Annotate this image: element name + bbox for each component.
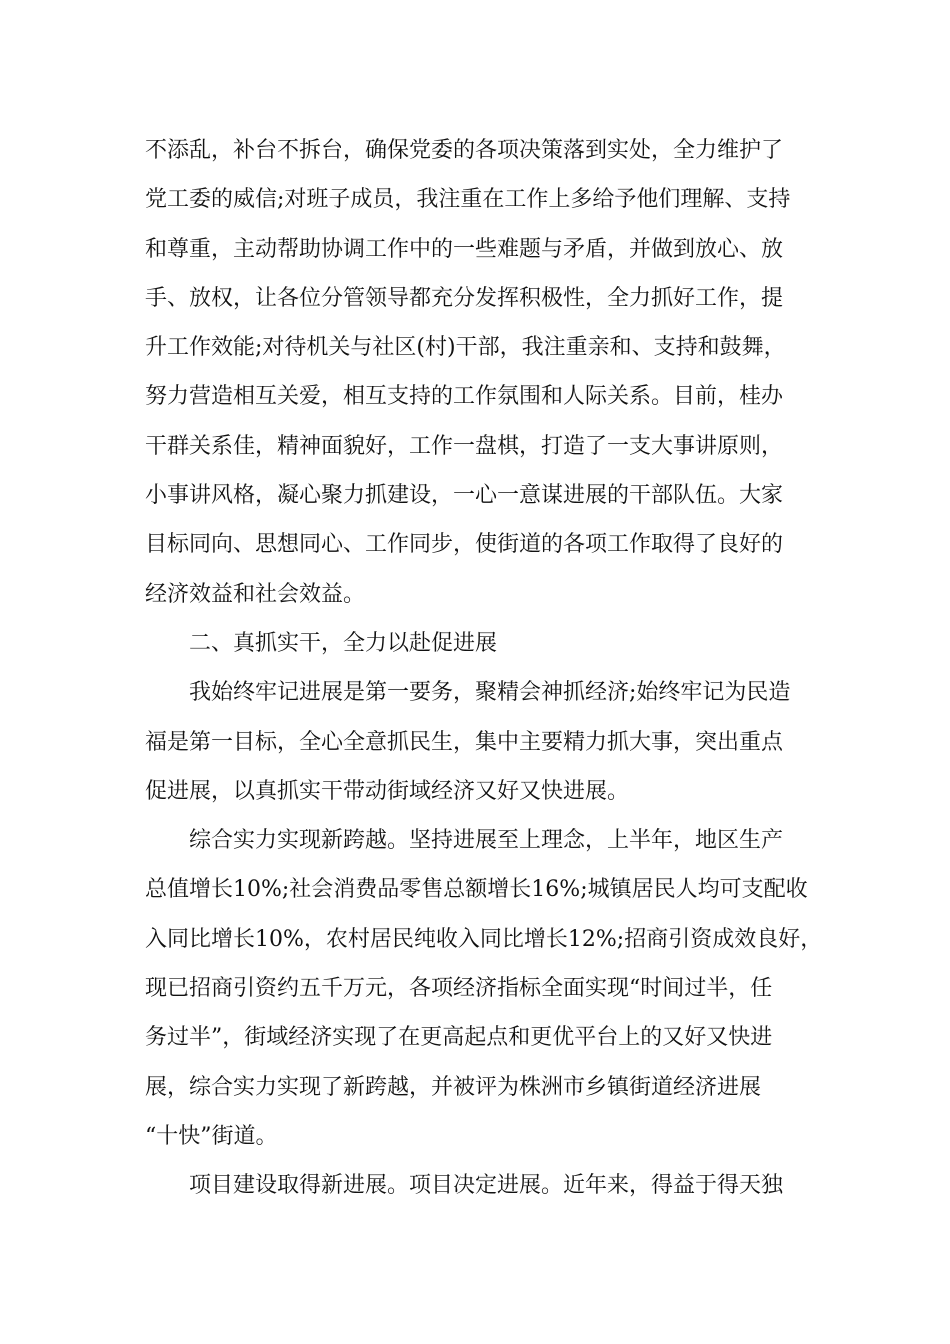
text-line: 党工委的威信;对班子成员，我注重在工作上多给予他们理解、支持 xyxy=(145,187,791,213)
text-line: 目标同向、思想同心、工作同步，使街道的各项工作取得了良好的 xyxy=(145,532,784,558)
text-line: 福是第一目标，全心全意抓民生，集中主要精力抓大事，突出重点 xyxy=(145,729,784,755)
text-line: 不添乱，补台不拆台，确保党委的各项决策落到实处，全力维护了 xyxy=(145,138,784,163)
text-line: 务过半”，街域经济实现了在更高起点和更优平台上的又好又快进 xyxy=(145,1025,773,1051)
text-line: 综合实力实现新跨越。坚持进展至上理念，上半年，地区生产 xyxy=(189,828,784,854)
body-text xyxy=(145,126,825,1211)
text-line: 促进展，以真抓实干带动街域经济又好又快进展。 xyxy=(145,778,630,804)
text-line: 升工作效能;对待机关与社区(村)干部，我注重亲和、支持和鼓舞， xyxy=(145,335,786,361)
text-line: 项目建设取得新进展。项目决定进展。近年来，得益于得天独 xyxy=(189,1173,784,1199)
text-line: 我始终牢记进展是第一要务，聚精会神抓经济;始终牢记为民造 xyxy=(189,680,791,706)
text-line: 和尊重，主动帮助协调工作中的一些难题与矛盾，并做到放心、放 xyxy=(145,236,784,262)
text-line: 总值增长10%;社会消费品零售总额增长16%;城镇居民人均可支配收 xyxy=(145,877,808,903)
text-line: 入同比增长10%，农村居民纯收入同比增长12%;招商引资成效良好， xyxy=(145,926,823,952)
text-line: 努力营造相互关爱，相互支持的工作氛围和人际关系。目前，桂办 xyxy=(145,384,784,410)
text-line: 现已招商引资约五千万元，各项经济指标全面实现“时间过半，任 xyxy=(145,976,773,1002)
text-line: 展，综合实力实现了新跨越，并被评为株洲市乡镇街道经济进展 xyxy=(145,1074,762,1100)
text-line: 小事讲风格，凝心聚力抓建设，一心一意谋进展的干部队伍。大家 xyxy=(145,483,784,509)
text-line: 经济效益和社会效益。 xyxy=(145,581,366,607)
text-line: 干群关系佳，精神面貌好，工作一盘棋，打造了一支大事讲原则， xyxy=(145,433,784,459)
text-line: 手、放权，让各位分管领导都充分发挥积极性，全力抓好工作，提 xyxy=(145,285,784,311)
text-line: “十快”街道。 xyxy=(145,1123,278,1149)
section-heading: 二、真抓实干，全力以赴促进展 xyxy=(189,630,498,656)
